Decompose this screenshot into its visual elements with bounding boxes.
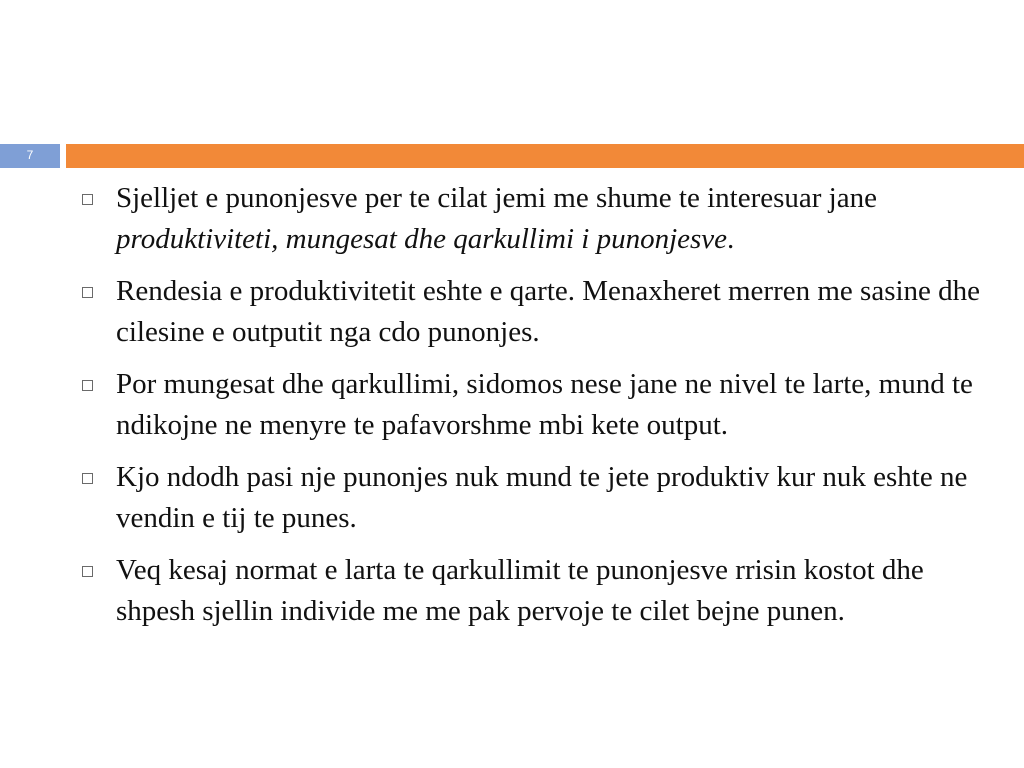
square-bullet-icon xyxy=(82,566,93,577)
slide-number: 7 xyxy=(26,148,34,162)
italic-emphasis: produktiviteti, mungesat dhe qarkullimi i punonjesve xyxy=(116,223,728,255)
accent-bar xyxy=(66,144,1024,168)
square-bullet-icon xyxy=(82,473,93,484)
bullet-text: Kjo ndodh pasi nje punonjes nuk mund te jete produktiv kur nuk eshte ne vendin e tij te punes. xyxy=(116,461,968,534)
slide-number-box xyxy=(0,144,60,168)
bullet-text: Sjelljet e punonjesve per te cilat jemi me shume te interesuar jane produktiviteti, mungesat dhe qarkullimi i punonjesve. xyxy=(116,182,877,255)
bullet-text: Por mungesat dhe qarkullimi, sidomos nese jane ne nivel te larte, mund te ndikojne ne menyre te pafavorshme mbi kete output. xyxy=(116,368,973,441)
bullet-text: Rendesia e produktivitetit eshte e qarte. Menaxheret merren me sasine dhe cilesine e outputit nga cdo punonjes. xyxy=(116,275,981,348)
bullet-item xyxy=(78,364,998,446)
bullet-list xyxy=(78,178,998,643)
square-bullet-icon xyxy=(82,287,93,298)
square-bullet-icon xyxy=(82,194,93,205)
bullet-item xyxy=(78,457,998,539)
bullet-item xyxy=(78,550,998,632)
bullet-text: Veq kesaj normat e larta te qarkullimit te punonjesve rrisin kostot dhe shpesh sjellin individe me me pak pervoje te cilet bejne punen. xyxy=(116,554,924,627)
bullet-item xyxy=(78,271,998,353)
square-bullet-icon xyxy=(82,380,93,391)
bullet-item xyxy=(78,178,998,260)
